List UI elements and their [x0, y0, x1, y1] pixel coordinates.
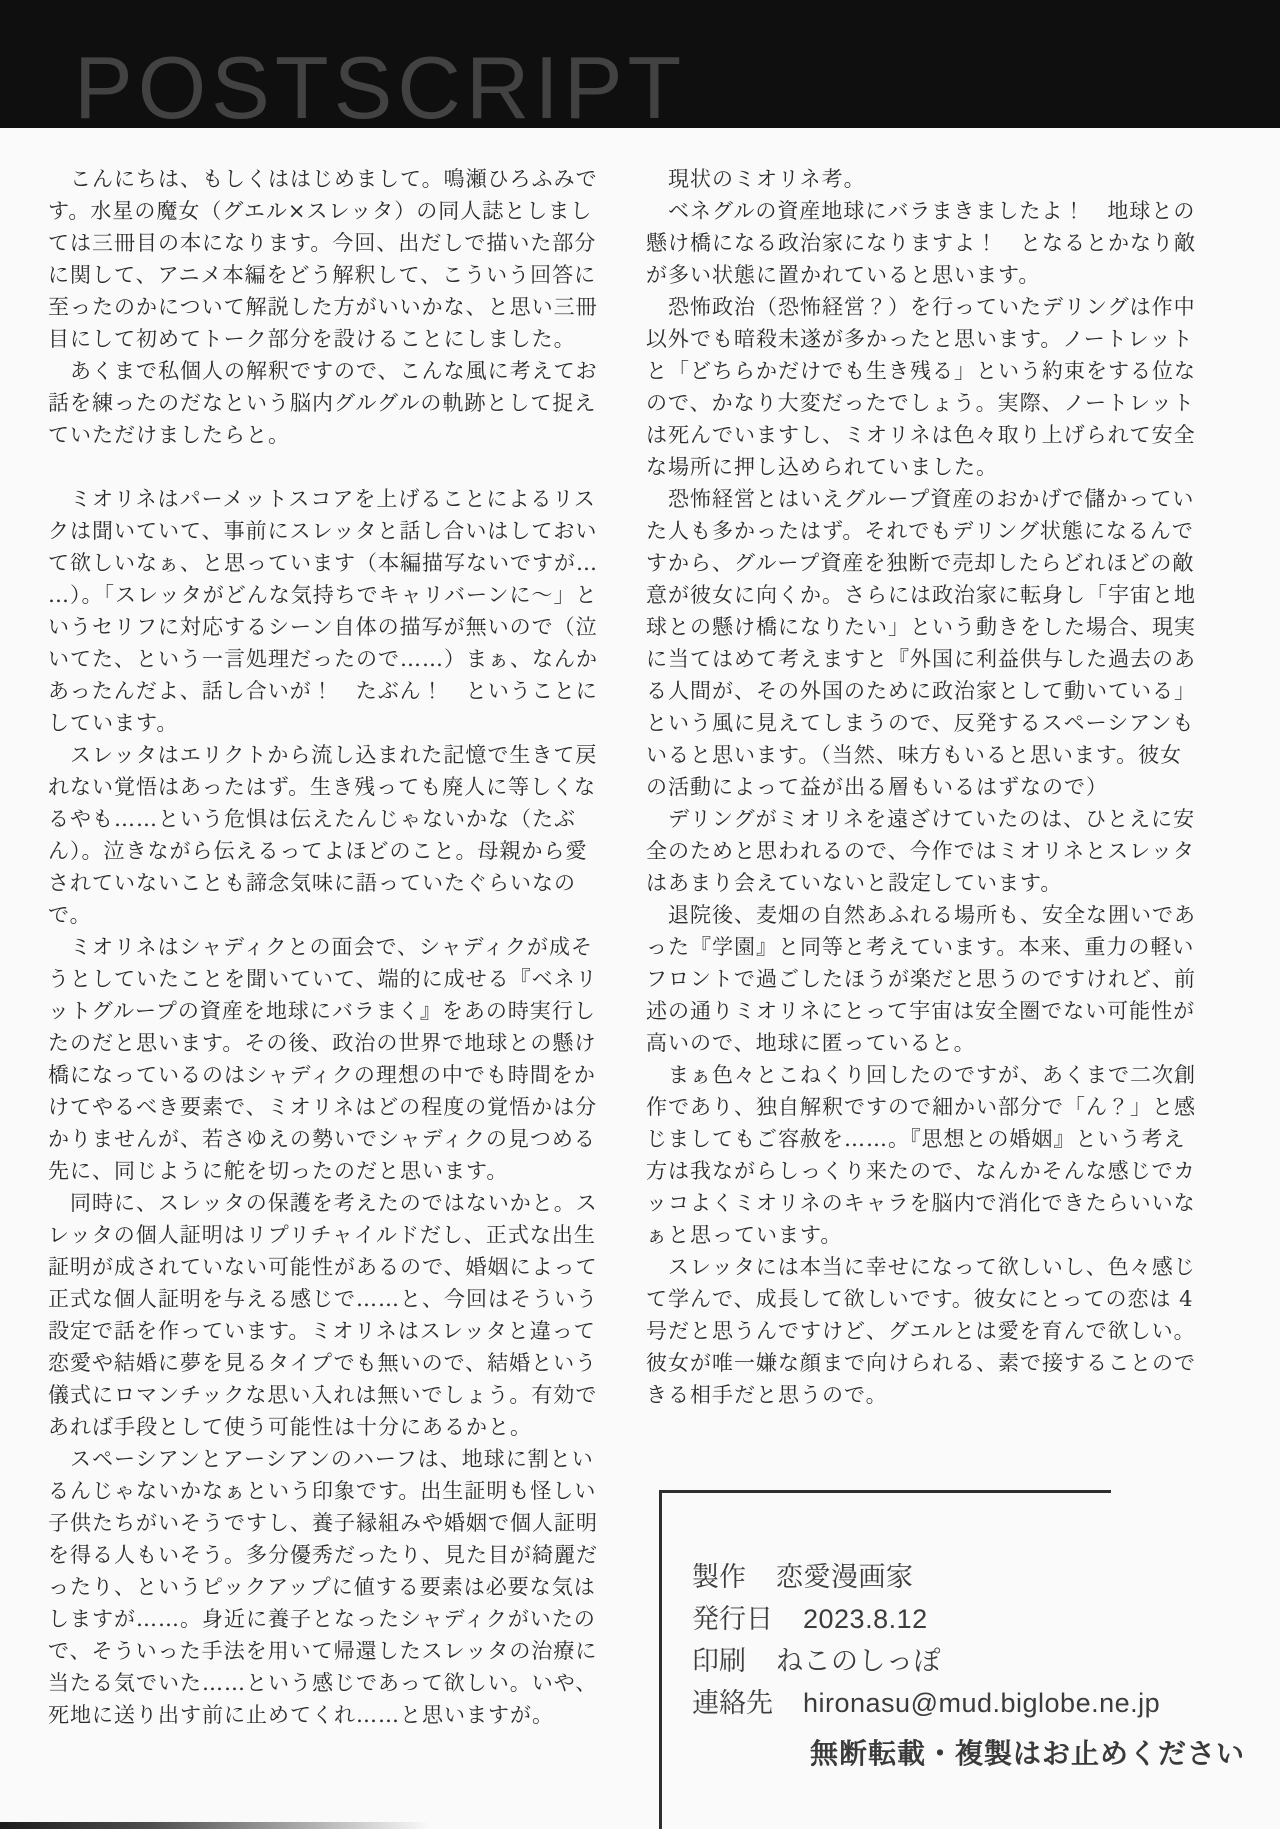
colophon-row: [692, 1556, 1245, 1598]
colophon: [692, 1556, 1245, 1772]
colophon-box-top-border: [659, 1490, 1111, 1493]
text-line: じましてもご容赦を……。『思想との婚姻』という考え: [646, 1127, 1186, 1151]
text-line: 以外でも暗殺未遂が多かったと思います。ノートレット: [646, 327, 1194, 351]
colophon-value: 恋愛漫画家: [776, 1562, 914, 1592]
text-line: あれば手段として使う可能性は十分にあるかと。: [48, 1415, 532, 1439]
header-band: [0, 0, 1280, 137]
blank-line: [48, 451, 628, 483]
text-line: 設定で話を作っています。ミオリネはスレッタと違って: [48, 1319, 596, 1343]
copyright-notice: 無断転載・複製はお止めください: [810, 1738, 1246, 1769]
text-line: るんじゃないかなぁという印象です。出生証明も怪しい: [48, 1479, 597, 1503]
text-line: こんにちは、もしくははじめまして。鳴瀬ひろふみで: [48, 167, 598, 191]
text-line: 死地に送り出す前に止めてくれ……と思いますが。: [48, 1703, 554, 1727]
text-line: 儀式にロマンチックな思い入れは無いでしょう。有効で: [48, 1383, 598, 1407]
text-line: ットグループの資産を地球にバラまく』をあの時実行し: [48, 999, 596, 1023]
colophon-row: [692, 1598, 1245, 1640]
colophon-row: [692, 1640, 1245, 1682]
colophon-label: 印刷: [692, 1646, 746, 1676]
text-line: 正式な個人証明を与える感じで……と、今回はそういう: [48, 1287, 598, 1311]
text-line: レッタの個人証明はリプリチャイルドだし、正式な出生: [48, 1223, 596, 1247]
text-line: て学んで、成長して欲しいです。彼女にとっての恋は 4: [646, 1287, 1194, 1311]
text-line: はあまり会えていないと設定しています。: [646, 871, 1063, 895]
text-line: ては三冊目の本になります。今回、出だしで描いた部分: [48, 231, 597, 255]
text-line: ッコよくミオリネのキャラを脳内で消化できたらいいな: [646, 1191, 1196, 1215]
text-line: ミオリネはシャディクとの面会で、シャディクが成そ: [48, 935, 593, 959]
text-line: スレッタには本当に幸せになって欲しいし、色々感じ: [646, 1255, 1196, 1279]
text-line: ミオリネはパーメットスコアを上げることによるリス: [48, 487, 596, 511]
text-line: うとしていたことを聞いていて、端的に成せる『ベネリ: [48, 967, 598, 991]
colophon-value: hironasu@mud.biglobe.ne.jp: [803, 1688, 1161, 1718]
text-line: スレッタはエリクトから流し込まれた記憶で生きて戻: [48, 743, 598, 767]
colophon-value: ねこのしっぽ: [776, 1646, 941, 1676]
text-line: った『学園』と同等と考えています。本来、重力の軽い: [646, 935, 1195, 959]
colophon-rows: [692, 1556, 1245, 1724]
text-line: たのだと思います。その後、政治の世界で地球との懸け: [48, 1031, 597, 1055]
text-line: 目にして初めてトーク部分を設けることにしました。: [48, 327, 576, 351]
text-line: 恐怖経営とはいえグループ資産のおかげで儲かってい: [646, 487, 1195, 511]
colophon-label: 製作: [692, 1562, 746, 1592]
text-line: あったんだよ、話し合いが！ たぶん！ ということに: [48, 679, 598, 703]
text-line: けてやるべき要素で、ミオリネはどの程度の覚悟かは分: [48, 1095, 598, 1119]
text-line: スペーシアンとアーシアンのハーフは、地球に割とい: [48, 1447, 594, 1471]
text-line: しますが……。身近に養子となったシャディクがいたの: [48, 1607, 596, 1631]
text-line: に関して、アニメ本編をどう解釈して、こういう回答に: [48, 263, 597, 287]
text-line: フロントで過ごしたほうが楽だと思うのですけれど、前: [646, 967, 1196, 991]
colophon-label: 連絡先: [692, 1688, 773, 1718]
text-line: 話を練ったのだなという脳内グルグルの軌跡として捉え: [48, 391, 597, 415]
text-line: 述の通りミオリネにとって宇宙は安全圏でない可能性が: [646, 999, 1196, 1023]
colophon-label: 発行日: [692, 1604, 773, 1634]
text-line: と「どちらかだけでも生き残る」という約束をする位な: [646, 359, 1196, 383]
text-line: …）。「スレッタがどんな気持ちでキャリバーンに～」と: [48, 583, 598, 607]
text-line: すから、グループ資産を独断で売却したらどれほどの敵: [646, 551, 1195, 575]
text-line: で。: [48, 903, 92, 927]
text-line: る人間が、その外国のために政治家として動いている」: [646, 679, 1196, 703]
text-line: 高いので、地球に匿っていると。: [646, 1031, 976, 1055]
text-line: いうセリフに対応するシーン自体の描写が無いので（泣: [48, 615, 598, 639]
text-line: 意が彼女に向くか。さらには政治家に転身し「宇宙と地: [646, 583, 1196, 607]
text-line: いると思います。（当然、味方もいると思います。彼女: [646, 743, 1183, 767]
text-line: す。水星の魔女（グエル×スレッタ）の同人誌としまし: [48, 199, 593, 223]
text-line: 彼女が唯一嫌な顔まで向けられる、素で接することので: [646, 1351, 1196, 1375]
scan-artifact-strip: [0, 1822, 430, 1829]
text-line: に当てはめて考えますと『外国に利益供与した過去のあ: [646, 647, 1196, 671]
text-line: は死んでいますし、ミオリネは色々取り上げられて安全: [646, 423, 1196, 447]
text-line: されていないことも諦念気味に語っていたぐらいなの: [48, 871, 576, 895]
text-line: 作であり、独自解釈ですので細かい部分で「ん？」と感: [646, 1095, 1196, 1119]
text-line: ったり、というピックアップに値する要素は必要な気は: [48, 1575, 596, 1599]
text-line: れない覚悟はあったはず。生き残っても廃人に等しくな: [48, 775, 597, 799]
text-line: の活動によって益が出る層もいるはずなので）: [646, 775, 1108, 799]
page-title: POSTSCRIPT: [74, 38, 687, 137]
text-line: ぁと思っています。: [646, 1223, 843, 1247]
text-line: ていただけましたらと。: [48, 423, 290, 447]
text-line: 子供たちがいそうですし、養子縁組みや婚姻で個人証明: [48, 1511, 598, 1535]
text-line: 恐怖政治（恐怖経営？）を行っていたデリングは作中: [646, 295, 1196, 319]
text-line: な場所に押し込められていました。: [646, 455, 998, 479]
text-line: て欲しいなぁ、と思っています（本編描写ないですが…: [48, 551, 598, 575]
text-line: 証明が成されていない可能性があるので、婚姻によって: [48, 1255, 598, 1279]
text-line: 恋愛や結婚に夢を見るタイプでも無いので、結婚という: [48, 1351, 598, 1375]
text-line: ん）。泣きながら伝えるってよほどのこと。母親から愛: [48, 839, 588, 863]
right-column: [646, 163, 1226, 1411]
text-line: 号だと思うんですけど、グエルとは愛を育んで欲しい。: [646, 1319, 1196, 1343]
text-line: 退院後、麦畑の自然あふれる場所も、安全な囲いであ: [646, 903, 1196, 927]
text-line: デリングがミオリネを遠ざけていたのは、ひとえに安: [646, 807, 1196, 831]
text-line: 同時に、スレッタの保護を考えたのではないかと。ス: [48, 1191, 598, 1215]
colophon-box-left-border: [659, 1490, 662, 1829]
text-line: クは聞いていて、事前にスレッタと話し合いはしておい: [48, 519, 598, 543]
text-line: 球との懸け橋になりたい」という動きをした場合、現実: [646, 615, 1196, 639]
text-line: という風に見えてしまうので、反発するスペーシアンも: [646, 711, 1195, 735]
text-line: 現状のミオリネ考。: [646, 167, 866, 191]
text-line: まぁ色々とこねくり回したのですが、あくまで二次創: [646, 1063, 1196, 1087]
text-line: いてた、という一言処理だったので……）まぁ、なんか: [48, 647, 598, 671]
left-column: [48, 163, 628, 1731]
text-line: が多い状態に置かれていると思います。: [646, 263, 1041, 287]
text-line: ので、かなり大変だったでしょう。実際、ノートレット: [646, 391, 1195, 415]
text-line: 懸け橋になる政治家になりますよ！ となるとかなり敵: [646, 231, 1196, 255]
text-line: しています。: [48, 711, 179, 735]
colophon-value: 2023.8.12: [803, 1604, 928, 1634]
text-line: あくまで私個人の解釈ですので、こんな風に考えてお: [48, 359, 598, 383]
text-line: 当たる気でいた……という感じであって欲しい。いや、: [48, 1671, 598, 1695]
text-line: 全のためと思われるので、今作ではミオリネとスレッタ: [646, 839, 1195, 863]
text-line: で、そういった手法を用いて帰還したスレッタの治療に: [48, 1639, 598, 1663]
text-line: かりませんが、若さゆえの勢いでシャディクの見つめる: [48, 1127, 596, 1151]
text-line: 方は我ながらしっくり来たので、なんかそんな感じでカ: [646, 1159, 1196, 1183]
text-line: ベネグルの資産地球にバラまきましたよ！ 地球との: [646, 199, 1196, 223]
text-line: るやも……という危惧は伝えたんじゃないかな（たぶ: [48, 807, 576, 831]
text-line: 至ったのかについて解説した方がいいかな、と思い三冊: [48, 295, 598, 319]
text-line: 橋になっているのはシャディクの理想の中でも時間をか: [48, 1063, 596, 1087]
text-line: きる相手だと思うので。: [646, 1383, 888, 1407]
text-line: 先に、同じように舵を切ったのだと思います。: [48, 1159, 509, 1183]
text-line: た人も多かったはず。それでもデリング状態になるんで: [646, 519, 1194, 543]
text-line: を得る人もいそう。多分優秀だったり、見た目が綺麗だ: [48, 1543, 598, 1567]
colophon-row: [692, 1682, 1245, 1724]
